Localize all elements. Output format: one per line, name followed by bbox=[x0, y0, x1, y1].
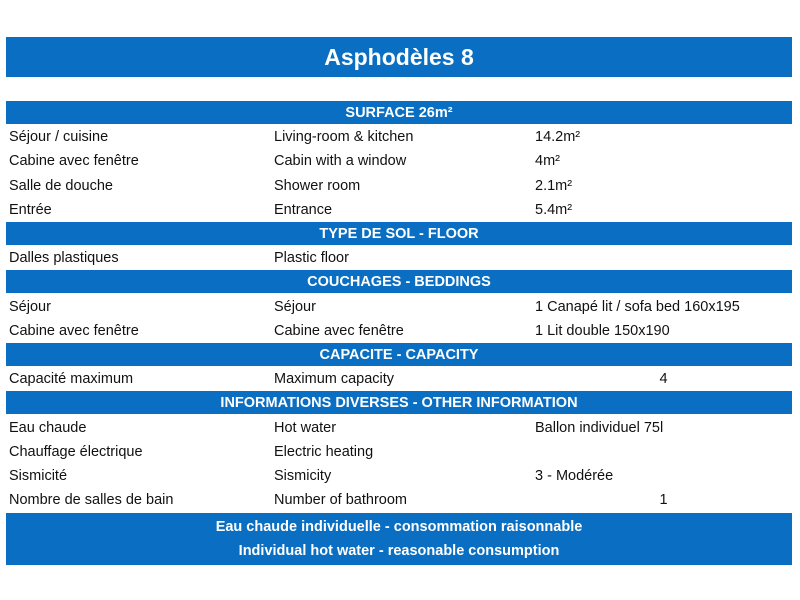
row-value: 1 bbox=[659, 492, 668, 509]
english-label: Sismicity bbox=[274, 468, 332, 485]
row-value: 14.2m² bbox=[535, 129, 581, 146]
row-value: 1 Canapé lit / sofa bed 160x195 bbox=[535, 298, 740, 315]
section-header: CAPACITE - CAPACITY bbox=[6, 343, 792, 367]
english-label: Shower room bbox=[274, 177, 361, 194]
french-label: Chauffage électrique bbox=[9, 443, 143, 460]
info-sheet bbox=[6, 101, 792, 565]
english-label: Cabin with a window bbox=[274, 153, 407, 170]
row-value: 4 bbox=[659, 371, 668, 388]
french-label: Eau chaude bbox=[9, 419, 87, 436]
french-label: Séjour / cuisine bbox=[9, 129, 109, 146]
row-value: 3 - Modérée bbox=[535, 468, 614, 485]
english-label: Number of bathroom bbox=[274, 492, 407, 509]
table-row bbox=[6, 464, 792, 488]
table-row bbox=[6, 125, 792, 149]
section-header: INFORMATIONS DIVERSES - OTHER INFORMATION bbox=[6, 391, 792, 415]
row-value: 4m² bbox=[535, 153, 560, 170]
table-row bbox=[6, 198, 792, 222]
table-row bbox=[6, 246, 792, 270]
page-title: Asphodèles 8 bbox=[6, 37, 792, 77]
footer-line: Eau chaude individuelle - consommation raisonnable bbox=[215, 518, 583, 535]
french-label: Salle de douche bbox=[9, 177, 113, 194]
french-label: Dalles plastiques bbox=[9, 250, 119, 267]
table-row bbox=[6, 319, 792, 343]
row-value: Ballon individuel 75l bbox=[535, 419, 664, 436]
row-value: 2.1m² bbox=[535, 177, 573, 194]
french-label: Sismicité bbox=[9, 468, 68, 485]
row-value: 5.4m² bbox=[535, 202, 573, 219]
english-label: Living-room & kitchen bbox=[274, 129, 414, 146]
section-header: TYPE DE SOL - FLOOR bbox=[6, 222, 792, 246]
english-label: Plastic floor bbox=[274, 250, 349, 267]
french-label: Cabine avec fenêtre bbox=[9, 153, 139, 170]
table-row bbox=[6, 415, 792, 439]
row-value: 1 Lit double 150x190 bbox=[535, 322, 670, 339]
english-label: Entrance bbox=[274, 202, 333, 219]
table-row bbox=[6, 367, 792, 391]
table-row bbox=[6, 174, 792, 198]
table-row bbox=[6, 488, 792, 512]
footer-line: Individual hot water - reasonable consumption bbox=[238, 542, 560, 559]
french-label: Cabine avec fenêtre bbox=[9, 322, 139, 339]
english-label: Maximum capacity bbox=[274, 371, 395, 388]
english-label: Cabine avec fenêtre bbox=[274, 322, 404, 339]
french-label: Capacité maximum bbox=[9, 371, 134, 388]
french-label: Entrée bbox=[9, 202, 52, 219]
table-row bbox=[6, 149, 792, 173]
section-header: COUCHAGES - BEDDINGS bbox=[6, 270, 792, 294]
table-row bbox=[6, 440, 792, 464]
footer-note bbox=[6, 513, 792, 565]
english-label: Hot water bbox=[274, 419, 337, 436]
english-label: Electric heating bbox=[274, 443, 374, 460]
table-row bbox=[6, 294, 792, 318]
french-label: Nombre de salles de bain bbox=[9, 492, 174, 509]
english-label: Séjour bbox=[274, 298, 316, 315]
french-label: Séjour bbox=[9, 298, 51, 315]
section-header: SURFACE 26m² bbox=[6, 101, 792, 125]
